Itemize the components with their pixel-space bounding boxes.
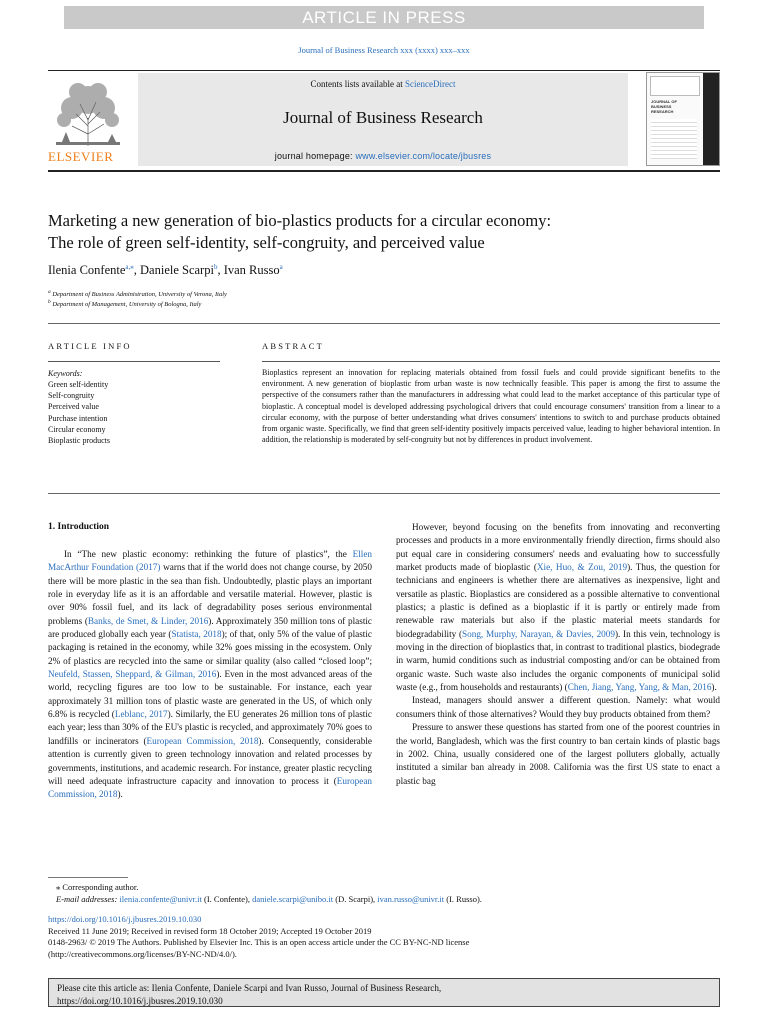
email-link[interactable]: ivan.russo@univr.it: [377, 893, 445, 904]
received-dates: Received 11 June 2019; Received in revised form 18 October 2019; Accepted 19 October 2019: [48, 925, 372, 936]
doi-link[interactable]: https://doi.org/10.1016/j.jbusres.2019.10.030: [48, 914, 202, 924]
keywords-label: Keywords:: [48, 369, 83, 378]
abstract-label: ABSTRACT: [262, 341, 324, 351]
citation-link[interactable]: Banks, de Smet, & Linder, 2016: [87, 615, 209, 626]
paragraph-text: ).: [117, 789, 123, 800]
citation-link[interactable]: European Commission, 2018: [48, 775, 372, 800]
homepage-link[interactable]: www.elsevier.com/locate/jbusres: [355, 151, 492, 161]
footnote-rule: [48, 877, 128, 878]
journal-name: Journal of Business Research: [283, 108, 483, 127]
body-paragraph: [396, 721, 720, 788]
affiliation-mark: b: [48, 299, 51, 305]
elsevier-logo-text: ELSEVIER: [48, 149, 114, 164]
paragraph-text: ); of that, only 5% of the value of plastic packaging is retained in the economy, while 32% goes missing in the ecosystem. Only 2% of plastics are recycled into the same or similar quality (also called “closed loop”;: [48, 629, 372, 666]
author-affiliation-mark[interactable]: a: [279, 263, 283, 271]
author-name[interactable]: Ivan Russo: [223, 263, 280, 278]
citation-link[interactable]: Statista, 2018: [171, 629, 222, 640]
sciencedirect-link[interactable]: ScienceDirect: [405, 79, 456, 89]
keyword: Perceived value: [48, 402, 99, 412]
citation-link[interactable]: European Commission, 2018: [146, 735, 259, 746]
paragraph-text: ). Thus, the question for technicians and engineers is whether there are alternatives as inexpensive, light and versatile as plastic. Bioplastics are considered as a possible alternative to conventional plastics; a plastic is defined as a bioplastic if it is partly or entirely made from renewable raw materials but also if the plastic material meets standards for biodegradability (: [396, 562, 720, 639]
corresponding-author-note: ⁎ Corresponding author.: [56, 882, 139, 892]
contents-available: [138, 79, 628, 89]
article-info-rule: [48, 361, 220, 362]
paragraph-text: ). Approximately 350 million tons of plastic are produced globally each year (: [48, 615, 373, 640]
keyword: Green self-identity: [48, 380, 109, 389]
paragraph-text: ). Consequently, considerable attention is currently given to green technology innovation and related processes by governments, institutions, and academic research. For instance, greater plastic recycling will need adequate infrastructure capacity and innovation to process it (: [48, 735, 372, 786]
cite-line: Please cite this article as: Ilenia Confente, Daniele Scarpi and Ivan Russo, Journal of Business Research,: [57, 983, 442, 993]
article-info-label: ARTICLE INFO: [48, 341, 132, 351]
paragraph-text: Instead, managers should answer a different question. Namely: what would consumers think of those alternatives? Would they buy products obtained from them?: [396, 695, 720, 719]
article-in-press-banner: ARTICLE IN PRESS: [64, 6, 704, 29]
citation-link[interactable]: Leblanc, 2017: [114, 709, 168, 720]
cite-doi[interactable]: https://doi.org/10.1016/j.jbusres.2019.10.030: [57, 995, 223, 1006]
author-affiliation-mark[interactable]: b: [213, 263, 218, 271]
author-list: Ilenia Confente$^{a,⁎}$, Daniele Scarpi$^b$, Ivan Russo$^a$: [48, 263, 283, 278]
email-link[interactable]: daniele.scarpi@unibo.it: [252, 893, 334, 904]
paragraph-text: ).: [711, 682, 717, 693]
license-url[interactable]: (http://creativecommons.org/licenses/BY-NC-ND/4.0/).: [48, 948, 237, 959]
affiliation-text: Department of Management, University of Bologna, Italy: [52, 301, 202, 309]
title-line-1: Marketing a new generation of bio-plastics products for a circular economy:: [48, 211, 552, 230]
abstract-text: Bioplastics represent an innovation for replacing materials obtained from fossil fuels and could provide significant benefits to the environment. A new generation of bioplastic from urban waste is now technically feasible. This paper is among the first to assume the perspective of the consumers rather than the manufacturers in addressing what could lead to the market acceptance of this particular type of bioplastic. A conceptual model is developed addressing psychological drivers that could encourage consumers' transition from a linear to a circular economy, with the purpose of better understanding what drives consumers' intentions to switch to and purchase products obtained from organic waste. Specifically, we find that green self-identity positively impacts perceived value, leading to higher behavioral intention. In addition, the relationship is moderated by self-congruity but not by differences in product involvement.: [262, 368, 720, 445]
homepage-prefix: journal homepage:: [274, 151, 356, 161]
citation-link[interactable]: Song, Murphy, Narayan, & Davies, 2009: [462, 628, 615, 639]
keyword: Self-congruity: [48, 391, 95, 401]
journal-citation-link[interactable]: Journal of Business Research xxx (xxxx) xxx–xxx: [298, 45, 470, 55]
body-paragraph: [48, 548, 372, 802]
abstract-rule: [262, 361, 720, 362]
citation-link[interactable]: Ellen MacArthur Foundation (2017): [48, 549, 372, 573]
cover-text-lines: [651, 119, 697, 159]
article-title: [48, 210, 728, 254]
introduction-heading: 1. Introduction: [48, 522, 110, 532]
title-line-2: The role of green self-identity, self-congruity, and perceived value: [48, 233, 485, 252]
header-top-rule: [48, 70, 720, 71]
affiliation-text: Department of Business Administration, University of Verona, Italy: [52, 291, 227, 299]
affiliation: [48, 299, 448, 308]
right-column-body: [396, 521, 720, 788]
email-owner: (I. Confente),: [201, 893, 253, 904]
paragraph-text: ). Even in the most advanced areas of the world, recycling figures are too low to be sustainable. For instance, each year approximately 31 million tons of plastic waste are generated in the US, of which only 6.8% is recycled (: [48, 669, 372, 720]
citation-link[interactable]: Xie, Huo, & Zou, 2019: [536, 562, 628, 573]
paragraph-text: ). Similarly, the EU generates 26 million tons of plastic each year; less than 30% of the EU's plastic is recycled, and approximately 70% goes to landfills or incinerators (: [48, 709, 372, 746]
contents-prefix: Contents lists available at: [310, 79, 405, 89]
journal-cover-thumbnail[interactable]: [646, 72, 720, 166]
paragraph-text: However, beyond focusing on the benefits from innovating and reconverting processes and products in a more environmentally friendly direction, firms should also put equal care in considering consumers' needs and evaluating how to successfully market products made of bioplastic (: [396, 522, 720, 573]
cover-title-line: BUSINESS: [651, 104, 672, 109]
affiliation: [48, 289, 448, 298]
author-affiliation-mark[interactable]: a,⁎: [125, 263, 134, 271]
left-column-body: [48, 548, 372, 802]
author-name[interactable]: Daniele Scarpi: [140, 263, 214, 278]
email-addresses: [56, 894, 716, 906]
email-owner: (I. Russo).: [444, 893, 482, 904]
email-owner: (D. Scarpi),: [333, 893, 378, 904]
license-line: 0148-2963/ © 2019 The Authors. Published by Elsevier Inc. This is an open access article under the CC BY-NC-ND license: [48, 937, 470, 948]
affiliation-mark: a: [48, 289, 51, 295]
paragraph-text: warns that if the world does not change course, by 2050 there will be more plastic in the sea than fish. Undoubtedly, plastic plays an important role in everyday life as it is an affordable and versatile material. However, plastic is over 90% fossil fuel, and its lack of degradability poses serious environmental problems (: [48, 562, 372, 626]
footnotes: [56, 882, 716, 905]
body-paragraph: [396, 521, 720, 694]
cover-spine: [703, 73, 719, 165]
cover-title-line: RESEARCH: [651, 109, 674, 114]
email-link[interactable]: ilenia.confente@univr.it: [119, 893, 202, 904]
citation-link[interactable]: Neufeld, Stassen, Sheppard, & Gilman, 2016: [48, 669, 217, 680]
body-paragraph: [396, 694, 720, 721]
cite-this-article-box: [48, 978, 720, 1007]
journal-homepage: [138, 151, 628, 161]
publication-info: [48, 914, 720, 960]
keyword: Bioplastic products: [48, 436, 110, 446]
keyword: Circular economy: [48, 424, 106, 434]
email-label: E-mail addresses:: [56, 893, 120, 904]
cover-logo-area: [650, 76, 700, 96]
abstract-bottom-rule: [48, 493, 720, 494]
paragraph-text: ). In this vein, technology is moving in the direction of bioplastics that, in contrast to traditional plastics, biodegrade in warm, humid conditions such as industrial composting and/or can be obtained from organic waste. Such waste also includes the organic components of municipal solid waste (e.g., from households and restaurants) (: [396, 628, 720, 693]
cover-title: [651, 99, 677, 114]
elsevier-tree-logo: [50, 78, 126, 148]
author-name[interactable]: Ilenia Confente: [48, 263, 126, 278]
affiliation-rule: [48, 323, 720, 324]
keyword: Purchase intention: [48, 413, 108, 423]
citation-link[interactable]: Chen, Jiang, Yang, Yang, & Man, 2016: [567, 682, 712, 693]
paragraph-text: In “The new plastic economy: rethinking the future of plastics”, the: [64, 549, 353, 559]
header-bottom-rule: [48, 170, 720, 172]
paragraph-text: Pressure to answer these questions has started from one of the poorest countries in the world, Bangladesh, which was the first country to ban certain kinds of plastic bags in 2002. China, usually considered one of the largest polluters globally, actually instituted a similar ban already in 2008. California was the first US state to enact a plastic bag: [396, 722, 720, 786]
keywords-list: [48, 379, 110, 446]
cover-title-line: JOURNAL OF: [651, 99, 677, 104]
